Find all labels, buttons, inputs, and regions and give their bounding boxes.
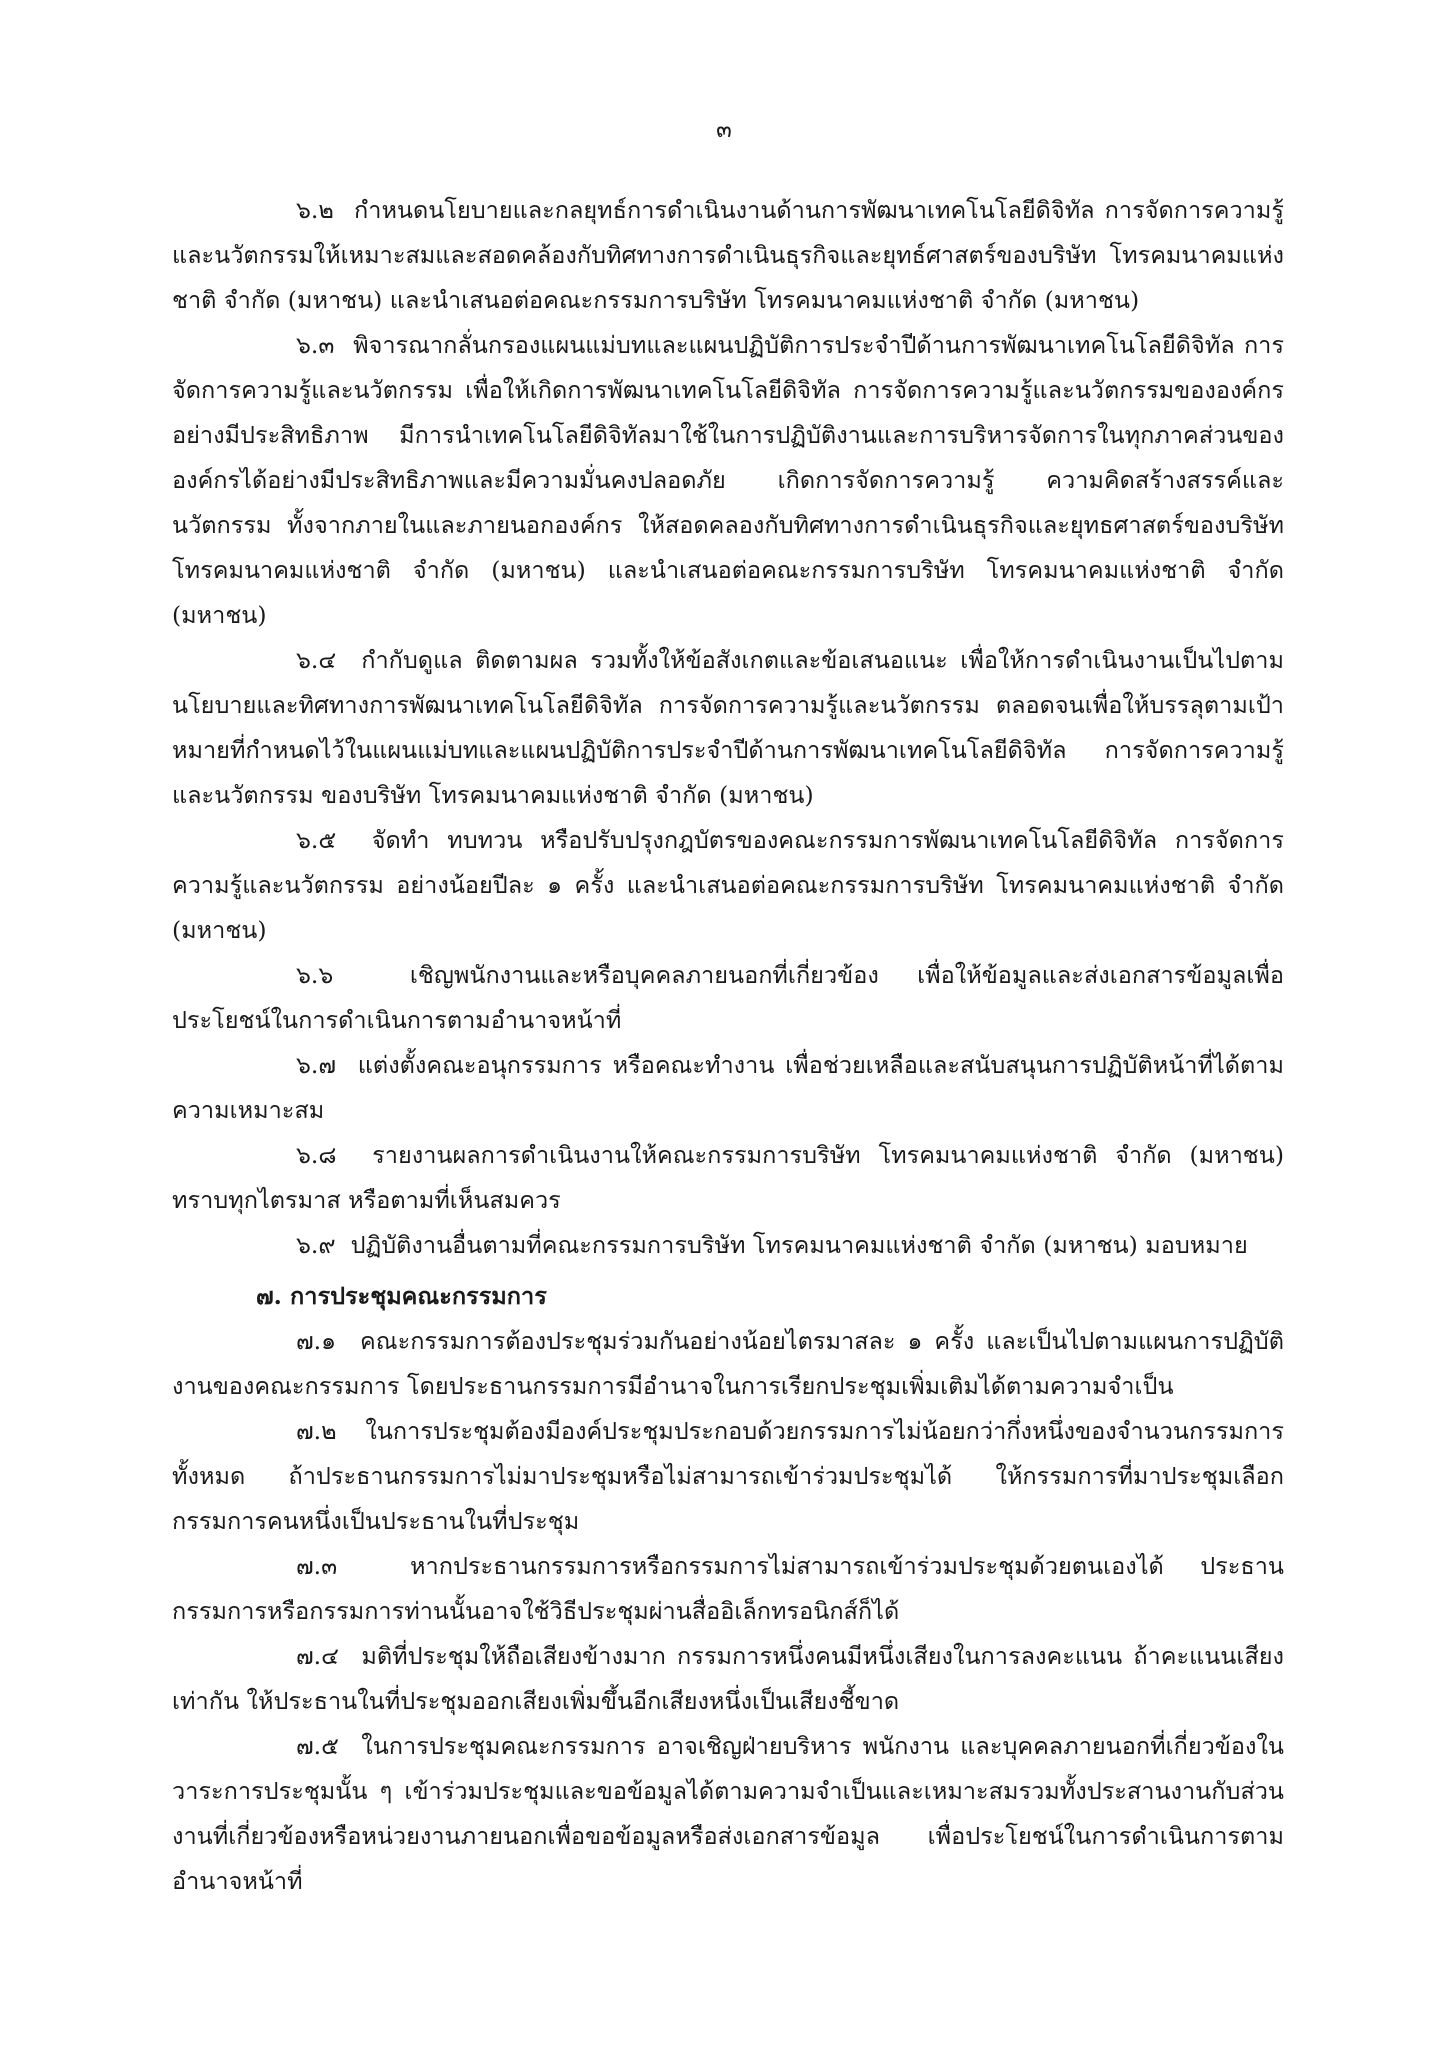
clause-7-1 bbox=[172, 1319, 1284, 1409]
clause-6-5 bbox=[172, 818, 1284, 953]
clause-text: รายงานผลการดำเนินงานให้คณะกรรมการบริษัท โทรคมนาคมแห่งชาติ จำกัด (มหาชน) ทราบทุกไตรมาส หรือตามที่เห็นสมควร bbox=[172, 1141, 1284, 1214]
clause-6-8 bbox=[172, 1133, 1284, 1223]
clause-number: ๗.๕ bbox=[296, 1732, 339, 1760]
clause-6-7 bbox=[172, 1043, 1284, 1133]
clause-7-3 bbox=[172, 1544, 1284, 1634]
clause-text: เชิญพนักงานและหรือบุคคลภายนอกที่เกี่ยวข้อง เพื่อให้ข้อมูลและส่งเอกสารข้อมูลเพื่อประโยชน์ในการดำเนินการตามอำนาจหน้าที่ bbox=[172, 961, 1284, 1034]
clause-number: ๖.๗ bbox=[296, 1051, 337, 1079]
clause-6-2 bbox=[172, 188, 1284, 323]
section-7-heading: ๗. การประชุมคณะกรรมการ bbox=[256, 1282, 547, 1310]
clause-text: ปฏิบัติงานอื่นตามที่คณะกรรมการบริษัท โทรคมนาคมแห่งชาติ จำกัด (มหาชน) มอบหมาย bbox=[350, 1231, 1248, 1259]
clause-7-2 bbox=[172, 1409, 1284, 1544]
clause-text: คณะกรรมการต้องประชุมร่วมกันอย่างน้อยไตรมาสละ ๑ ครั้ง และเป็นไปตามแผนการปฏิบัติงานของคณะกรรมการ โดยประธานกรรมการมีอำนาจในการเรียกประชุมเพิ่มเติมได้ตามความจำเป็น bbox=[172, 1327, 1284, 1400]
clause-text: กำกับดูแล ติดตามผล รวมทั้งให้ข้อสังเกตและข้อเสนอแนะ เพื่อให้การดำเนินงานเป็นไปตามนโยบายและทิศทางการพัฒนาเทคโนโลยีดิจิทัล การจัดการความรู้และนวัตกรรม ตลอดจนเพื่อให้บรรลุตามเป้าหมายที่กำหนดไว้ในแผนแม่บทและแผนปฏิบัติการประจำปีด้านการพัฒนาเทคโนโลยีดิจิทัล การจัดการความรู้และนวัตกรรม ของบริษัท โทรคมนาคมแห่งชาติ จำกัด (มหาชน) bbox=[172, 646, 1284, 809]
clause-number: ๖.๔ bbox=[296, 646, 337, 674]
clause-6-6 bbox=[172, 953, 1284, 1043]
clause-number: ๗.๑ bbox=[296, 1327, 337, 1355]
clause-text: พิจารณากลั่นกรองแผนแม่บทและแผนปฏิบัติการประจำปีด้านการพัฒนาเทคโนโลยีดิจิทัล การจัดการความรู้และนวัตกรรม เพื่อให้เกิดการพัฒนาเทคโนโลยีดิจิทัล การจัดการความรู้และนวัตกรรมขององค์กรอย่างมีประสิทธิภาพ มีการนำเทคโนโลยีดิจิทัลมาใช้ในการปฏิบัติงานและการบริหารจัดการในทุกภาคส่วนขององค์กรได้อย่างมีประสิทธิภาพและมีความมั่นคงปลอดภัย เกิดการจัดการความรู้ ความคิดสร้างสรรค์และนวัตกรรม ทั้งจากภายในและภายนอกองค์กร ให้สอดคลองกับทิศทางการดำเนินธุรกิจและยุทธศาสตร์ของบริษัท โทรคมนาคมแห่งชาติ จำกัด (มหาชน) และนำเสนอต่อคณะกรรมการบริษัท โทรคมนาคมแห่งชาติ จำกัด (มหาชน) bbox=[172, 331, 1284, 629]
clause-number: ๗.๔ bbox=[296, 1642, 339, 1670]
clause-text: มติที่ประชุมให้ถือเสียงข้างมาก กรรมการหนึ่งคนมีหนึ่งเสียงในการลงคะแนน ถ้าคะแนนเสียงเท่ากัน ให้ประธานในที่ประชุมออกเสียงเพิ่มขึ้นอีกเสียงหนึ่งเป็นเสียงชี้ขาด bbox=[172, 1642, 1284, 1715]
clause-text: ในการประชุมต้องมีองค์ประชุมประกอบด้วยกรรมการไม่น้อยกว่ากึ่งหนึ่งของจำนวนกรรมการทั้งหมด ถ้าประธานกรรมการไม่มาประชุมหรือไม่สามารถเข้าร่วมประชุมได้ ให้กรรมการที่มาประชุมเลือกกรรมการคนหนึ่งเป็นประธานในที่ประชุม bbox=[172, 1417, 1284, 1535]
clause-number: ๖.๙ bbox=[296, 1231, 336, 1259]
clause-text: ในการประชุมคณะกรรมการ อาจเชิญฝ่ายบริหาร พนักงาน และบุคคลภายนอกที่เกี่ยวข้องในวาระการประชุมนั้น ๆ เข้าร่วมประชุมและขอข้อมูลได้ตามความจำเป็นและเหมาะสมรวมทั้งประสานงานกับส่วนงานที่เกี่ยวข้องหรือหน่วยงานภายนอกเพื่อขอข้อมูลหรือส่งเอกสารข้อมูล เพื่อประโยชน์ในการดำเนินการตามอำนาจหน้าที่ bbox=[172, 1732, 1284, 1895]
page-number: ๓ bbox=[716, 117, 732, 143]
clause-6-9 bbox=[172, 1223, 1284, 1268]
clause-text: จัดทำ ทบทวน หรือปรับปรุงกฎบัตรของคณะกรรมการพัฒนาเทคโนโลยีดิจิทัล การจัดการความรู้และนวัตกรรม อย่างน้อยปีละ ๑ ครั้ง และนำเสนอต่อคณะกรรมการบริษัท โทรคมนาคมแห่งชาติ จำกัด (มหาชน) bbox=[172, 826, 1284, 944]
clause-7-4 bbox=[172, 1634, 1284, 1724]
clause-number: ๖.๕ bbox=[296, 826, 337, 854]
clause-6-4 bbox=[172, 638, 1284, 818]
clause-text: แต่งตั้งคณะอนุกรรมการ หรือคณะทำงาน เพื่อช่วยเหลือและสนับสนุนการปฏิบัติหน้าที่ได้ตามความเหมาะสม bbox=[172, 1051, 1284, 1124]
document-body bbox=[172, 188, 1284, 1904]
clause-text: กำหนดนโยบายและกลยุทธ์การดำเนินงานด้านการพัฒนาเทคโนโลยีดิจิทัล การจัดการความรู้และนวัตกรรมให้เหมาะสมและสอดคล้องกับทิศทางการดำเนินธุรกิจและยุทธ์ศาสตร์ของบริษัท โทรคมนาคมแห่งชาติ จำกัด (มหาชน) และนำเสนอต่อคณะกรรมการบริษัท โทรคมนาคมแห่งชาติ จำกัด (มหาชน) bbox=[172, 196, 1284, 314]
clause-7-5 bbox=[172, 1724, 1284, 1904]
clause-number: ๗.๓ bbox=[296, 1552, 338, 1580]
clause-text: หากประธานกรรมการหรือกรรมการไม่สามารถเข้าร่วมประชุมด้วยตนเองได้ ประธานกรรมการหรือกรรมการท่านนั้นอาจใช้วิธีประชุมผ่านสื่ออิเล็กทรอนิกส์ก็ได้ bbox=[172, 1552, 1284, 1625]
clause-number: ๗.๒ bbox=[296, 1417, 337, 1445]
clause-number: ๖.๒ bbox=[296, 196, 334, 224]
clause-number: ๖.๖ bbox=[296, 961, 334, 989]
clause-6-3 bbox=[172, 323, 1284, 638]
clause-number: ๖.๘ bbox=[296, 1141, 337, 1169]
clause-number: ๖.๓ bbox=[296, 331, 335, 359]
